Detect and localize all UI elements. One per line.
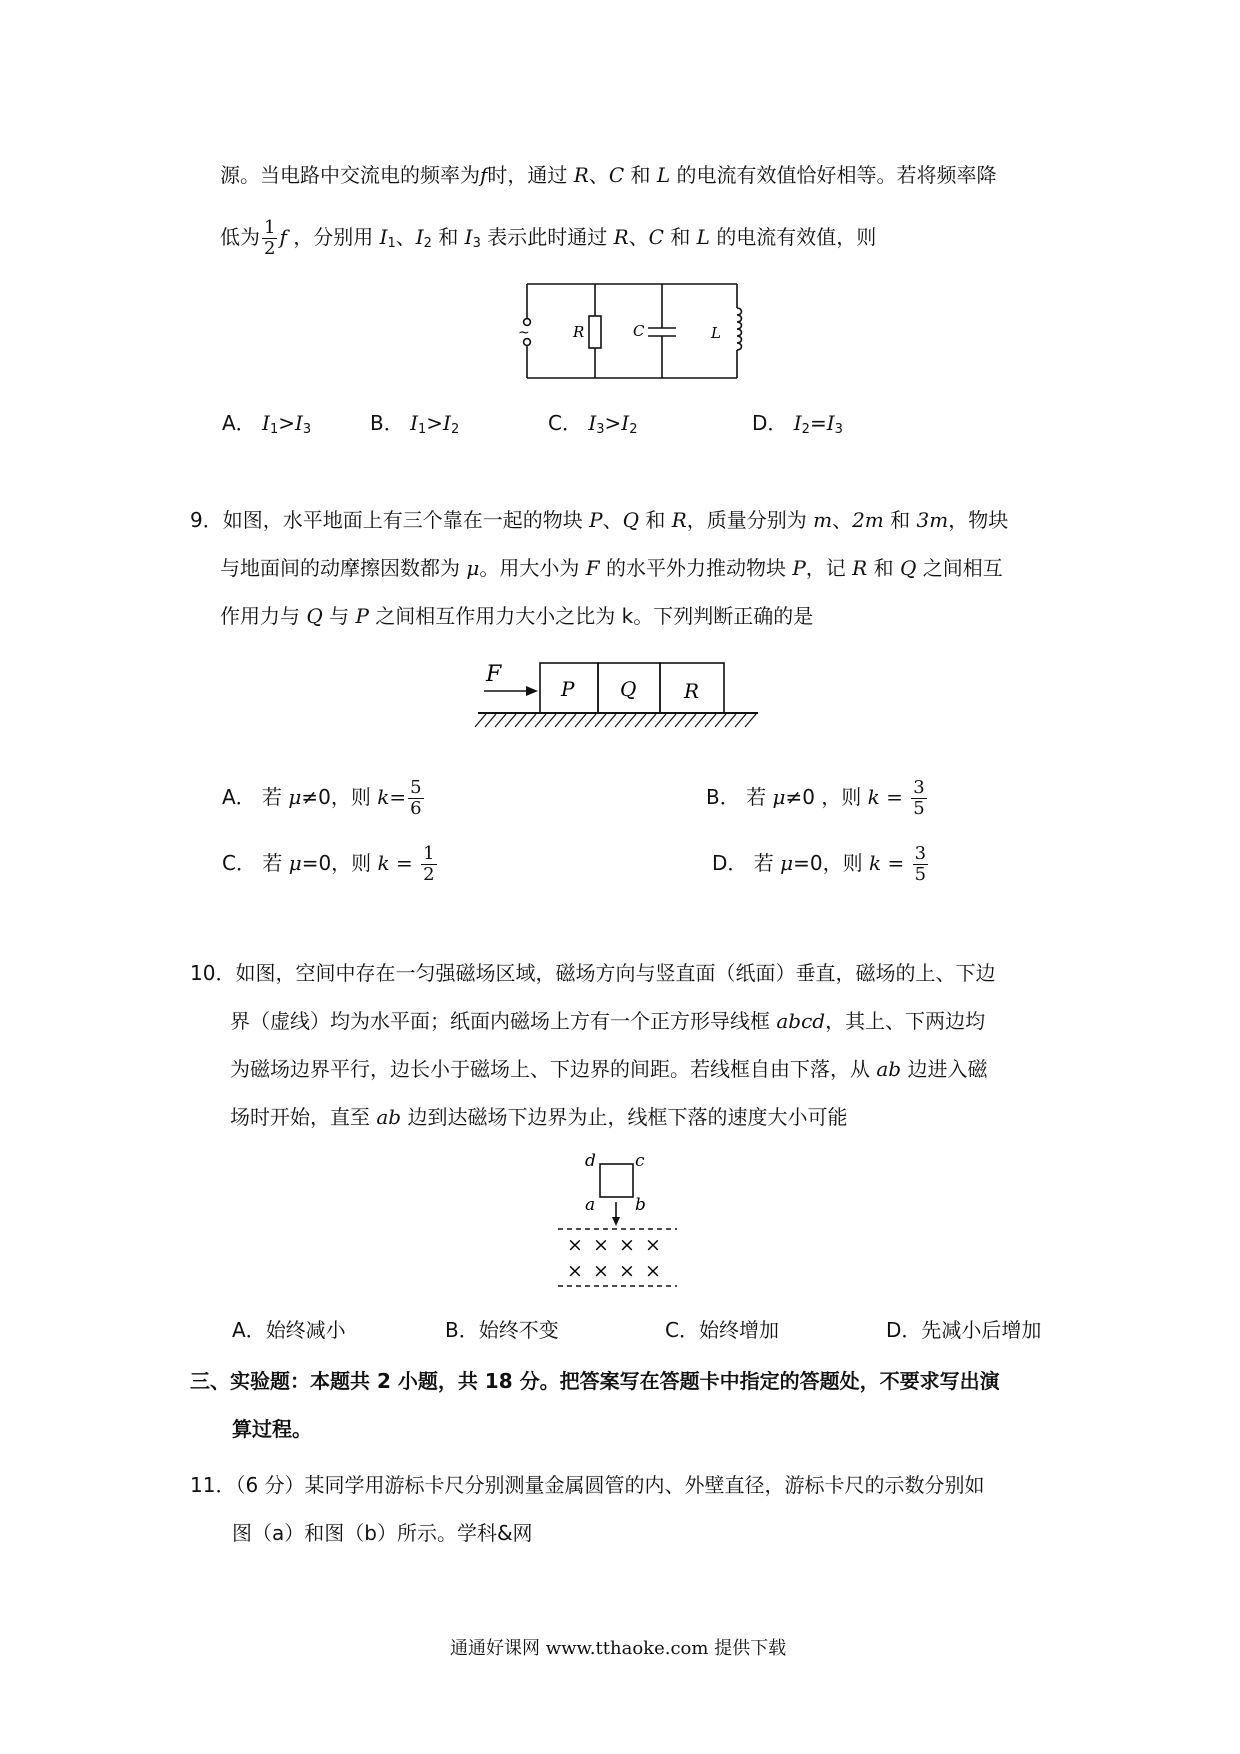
svg-text:×: × — [645, 1234, 661, 1256]
ground-hatch-line — [495, 714, 506, 727]
section-three-heading: 三、实验题：本题共 2 小题，共 18 分。把答案写在答题卡中指定的答题处，不要求写出演 — [190, 1369, 1000, 1393]
ground-hatch-line — [735, 714, 746, 727]
q9-option-b[interactable]: B． 若 μ≠0 ，则 k = $\frac{3}{5}$ — [706, 777, 925, 819]
corner-label-c: c — [635, 1151, 645, 1171]
q11-stem-line-2: 图（a）和图（b）所示。学科&网 — [232, 1521, 533, 1545]
q9-stem-line-3: 作用力与 Q 与 P 之间相互作用力大小之比为 k。下列判断正确的是 — [220, 604, 814, 628]
block-label-P: P — [561, 677, 575, 701]
q10-option-a[interactable]: A．始终减小 — [232, 1318, 346, 1342]
corner-label-d: d — [585, 1151, 596, 1171]
ground-hatch-line — [635, 714, 646, 727]
ground-hatch-line — [705, 714, 716, 727]
ground-hatch-line — [725, 714, 736, 727]
q10-stem-line-1: 10．如图，空间中存在一匀强磁场区域，磁场方向与竖直面（纸面）垂直，磁场的上、下边 — [190, 961, 996, 985]
ground-hatch-line — [515, 714, 526, 727]
ground-hatch-line — [545, 714, 556, 727]
q8-stem-line-2: 低为 $\frac{1}{2}$ f ，分别用 $I_1$、$I_2$ 和 $I_3$ 表示此时通过 R、C 和 L 的电流有效值，则 — [220, 217, 877, 259]
question-number: 11． — [190, 1473, 236, 1497]
page-footer: 通通好课网 www.tthaoke.com 提供下载 — [450, 1638, 787, 1659]
circuit-label-R: R — [573, 323, 585, 341]
ground-hatch-line — [745, 714, 756, 727]
circuit-label-L: L — [711, 324, 721, 342]
ground-hatch-line — [625, 714, 636, 727]
section-three-heading-cont: 算过程。 — [232, 1417, 312, 1441]
ground-hatch-line — [555, 714, 566, 727]
rcl-circuit-diagram — [515, 278, 755, 388]
svg-text:×: × — [645, 1260, 661, 1282]
q10-stem-line-2: 界（虚线）均为水平面；纸面内磁场上方有一个正方形导线框 abcd，其上、下两边均 — [230, 1009, 986, 1033]
q9-option-c[interactable]: C． 若 μ=0，则 k = $\frac{1}{2}$ — [222, 843, 435, 885]
ground-hatch-line — [605, 714, 616, 727]
q9-option-a[interactable]: A． 若 μ≠0，则 k= $\frac{5}{6}$ — [222, 777, 422, 819]
block-label-R: R — [684, 679, 700, 703]
ground-hatch-line — [655, 714, 666, 727]
ground-hatch-line — [575, 714, 586, 727]
ground-hatch-line — [565, 714, 576, 727]
ground-hatch-line — [595, 714, 606, 727]
ground-hatch-line — [645, 714, 656, 727]
force-label-F: F — [486, 662, 502, 687]
corner-label-b: b — [635, 1195, 646, 1215]
q10-option-b[interactable]: B．始终不变 — [445, 1318, 559, 1342]
fraction: $\frac{3}{5}$ — [913, 777, 925, 819]
q9-stem-line-2: 与地面间的动摩擦因数都为 μ。用大小为 F 的水平外力推动物块 P，记 R 和 Q 之间相互 — [220, 556, 1003, 580]
svg-text:×: × — [567, 1260, 583, 1282]
fraction: $\frac{3}{5}$ — [914, 843, 927, 885]
ground-hatch-line — [615, 714, 626, 727]
svg-text:×: × — [593, 1234, 609, 1256]
ground-hatch-line — [475, 714, 486, 727]
q10-stem-line-3: 为磁场边界平行，边长小于磁场上、下边界的间距。若线框自由下落，从 ab 边进入磁 — [230, 1057, 988, 1081]
ac-source-label: ~ — [518, 325, 530, 341]
q8-option-a[interactable]: A． $I_1>I_3$ — [222, 411, 312, 437]
fraction-one-half: $\frac{1}{2}$ — [264, 217, 276, 259]
q9-option-d[interactable]: D． 若 μ=0，则 k = $\frac{3}{5}$ — [712, 843, 927, 885]
q10-stem-line-4: 场时开始，直至 ab 边到达磁场下边界为止，线框下落的速度大小可能 — [230, 1105, 848, 1129]
ground-hatch-line — [535, 714, 546, 727]
svg-text:×: × — [619, 1234, 635, 1256]
q8-option-d[interactable]: D． $I_2=I_3$ — [752, 411, 843, 437]
q10-option-c[interactable]: C．始终增加 — [665, 1318, 779, 1342]
svg-text:×: × — [593, 1260, 609, 1282]
question-number: 10． — [190, 961, 236, 985]
ground-hatch-line — [585, 714, 596, 727]
ground-hatch-line — [505, 714, 516, 727]
q8-option-b[interactable]: B． $I_1>I_2$ — [370, 411, 460, 437]
q11-stem-line-1: 11．（6 分）某同学用游标卡尺分别测量金属圆管的内、外壁直径，游标卡尺的示数分别如 — [190, 1473, 985, 1497]
svg-text:×: × — [567, 1234, 583, 1256]
svg-text:×: × — [619, 1260, 635, 1282]
q8-stem-line-1: 源。当电路中交流电的频率为f时，通过 R、C 和 L 的电流有效值恰好相等。若将频率降 — [220, 163, 997, 187]
fraction: $\frac{5}{6}$ — [410, 777, 422, 819]
q10-option-d[interactable]: D．先减小后增加 — [886, 1318, 1042, 1342]
ground-hatch-line — [525, 714, 536, 727]
magnetic-field-crosses — [567, 1234, 661, 1282]
ground-hatch-line — [695, 714, 706, 727]
ground-hatch-line — [485, 714, 496, 727]
fraction: $\frac{1}{2}$ — [423, 843, 435, 885]
circuit-label-C: C — [633, 322, 645, 340]
blocks-force-diagram — [478, 655, 763, 740]
ground-hatch-line — [665, 714, 676, 727]
question-number: 9． — [190, 508, 223, 532]
ground-hatch-line — [685, 714, 696, 727]
corner-label-a: a — [585, 1195, 596, 1215]
block-label-Q: Q — [620, 677, 637, 701]
magnetic-field-loop-diagram — [555, 1150, 685, 1290]
q9-stem-line-1: 9．如图，水平地面上有三个靠在一起的物块 P、Q 和 R，质量分别为 m、2m 和 3m，物块 — [190, 508, 1009, 532]
ground-hatch-line — [715, 714, 726, 727]
q8-option-c[interactable]: C． $I_3>I_2$ — [548, 411, 638, 437]
ground-hatch-line — [675, 714, 686, 727]
